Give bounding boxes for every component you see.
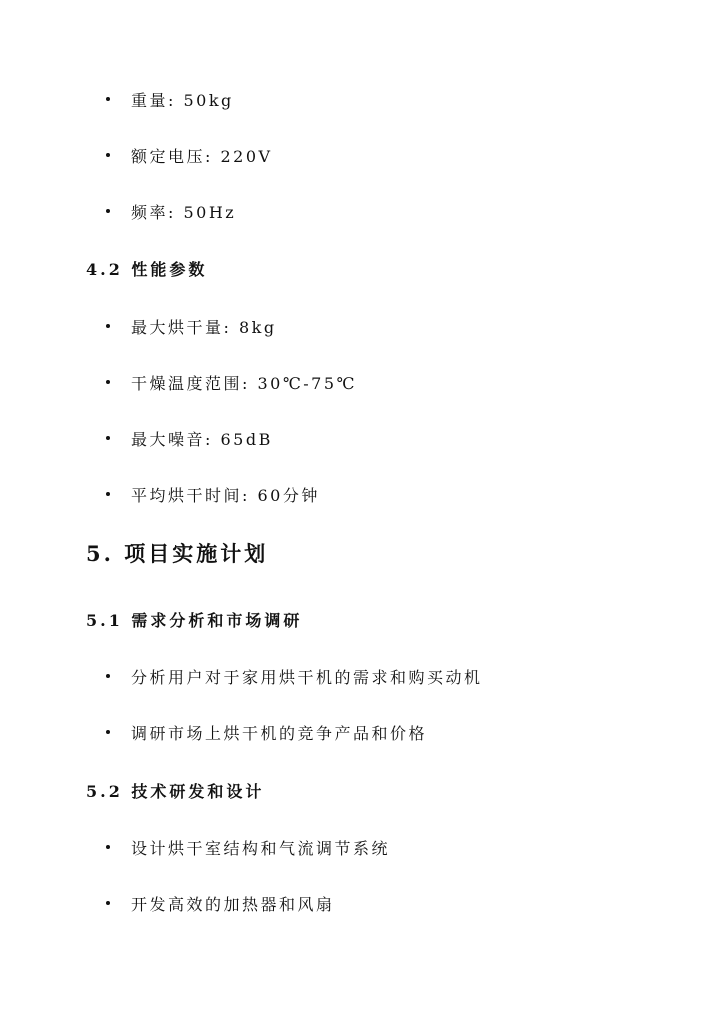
list-item-text: 分析用户对于家用烘干机的需求和购买动机 (131, 667, 483, 687)
section-heading-5-1: 5.1 需求分析和市场调研 (86, 611, 303, 630)
list-item-text: 开发高效的加热器和风扇 (131, 894, 335, 914)
list-item-text: 频率: 50Hz (131, 202, 237, 222)
bullet-icon (106, 436, 110, 440)
list-item-text: 设计烘干室结构和气流调节系统 (131, 838, 391, 858)
list-item (106, 832, 390, 862)
list-item (106, 423, 273, 453)
bullet-icon (106, 730, 110, 734)
list-item-text: 重量: 50kg (131, 90, 234, 110)
section-heading-5-2: 5.2 技术研发和设计 (86, 782, 265, 801)
section-heading-4-2: 4.2 性能参数 (86, 260, 208, 279)
list-item (106, 84, 234, 114)
bullet-icon (106, 492, 110, 496)
section-heading-5: 5. 项目实施计划 (86, 541, 269, 566)
list-item-text: 最大噪音: 65dB (131, 429, 273, 449)
list-item (106, 367, 357, 397)
bullet-icon (106, 845, 110, 849)
list-item-text: 平均烘干时间: 60分钟 (131, 485, 320, 505)
list-item (106, 479, 320, 509)
list-item-text: 最大烘干量: 8kg (131, 317, 277, 337)
bullet-icon (106, 209, 110, 213)
bullet-icon (106, 901, 110, 905)
list-item-text: 干燥温度范围: 30℃-75℃ (131, 373, 357, 393)
bullet-icon (106, 153, 110, 157)
list-item-text: 额定电压: 220V (131, 146, 273, 166)
list-item (106, 196, 236, 226)
list-item (106, 717, 427, 747)
list-item-text: 调研市场上烘干机的竞争产品和价格 (131, 723, 428, 743)
bullet-icon (106, 674, 110, 678)
bullet-icon (106, 97, 110, 101)
list-item (106, 888, 335, 918)
list-item (106, 311, 277, 341)
list-item (106, 140, 273, 170)
list-item (106, 661, 483, 691)
bullet-icon (106, 380, 110, 384)
bullet-icon (106, 324, 110, 328)
